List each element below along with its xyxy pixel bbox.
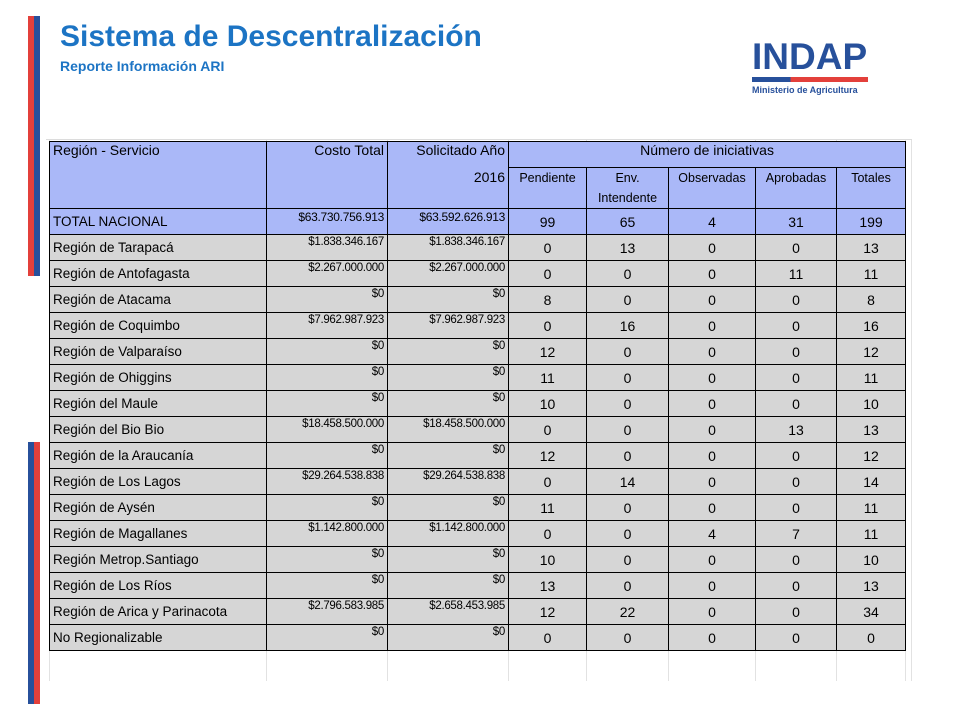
cell-solicitado: $0 [388, 365, 509, 391]
cell-region: Región del Maule [50, 391, 267, 417]
cell-env-intendente: 0 [587, 573, 669, 599]
cell-aprobadas: 0 [756, 365, 837, 391]
header-region: Región - Servicio [50, 142, 267, 209]
cell-costo-total: $0 [267, 547, 388, 573]
cell-totales: 0 [837, 625, 906, 651]
cell-region: Región del Bio Bio [50, 417, 267, 443]
header-env-line1: Env. [615, 171, 640, 185]
cell-region: Región de Los Ríos [50, 573, 267, 599]
cell-env-intendente: 22 [587, 599, 669, 625]
cell-solicitado: $0 [388, 339, 509, 365]
cell-region: Región de Coquimbo [50, 313, 267, 339]
cell-region: Región de Magallanes [50, 521, 267, 547]
cell-costo-total: $1.838.346.167 [267, 235, 388, 261]
cell-observadas: 0 [669, 443, 756, 469]
cell-totales: 10 [837, 547, 906, 573]
cell-env-intendente: 0 [587, 495, 669, 521]
cell-totales: 11 [837, 521, 906, 547]
cell-totales: 11 [837, 365, 906, 391]
table-row [50, 313, 906, 339]
cell-totales: 11 [837, 495, 906, 521]
cell-aprobadas: 0 [756, 599, 837, 625]
cell-env-intendente: 0 [587, 521, 669, 547]
cell-observadas: 0 [669, 391, 756, 417]
table-row [50, 573, 906, 599]
cell-region: Región de Tarapacá [50, 235, 267, 261]
cell-observadas: 4 [669, 521, 756, 547]
table-row [50, 417, 906, 443]
cell-costo-total: $0 [267, 391, 388, 417]
cell-costo-total: $1.142.800.000 [267, 521, 388, 547]
header-solicitado [388, 142, 509, 209]
logo-wordmark: INDAP [752, 36, 868, 77]
cell-region: Región de Arica y Parinacota [50, 599, 267, 625]
cell-pendiente: 10 [509, 391, 587, 417]
cell-totales: 12 [837, 443, 906, 469]
header-env-intendente [587, 168, 669, 209]
table-row [50, 521, 906, 547]
cell-pendiente: 11 [509, 495, 587, 521]
cell-solicitado: $0 [388, 625, 509, 651]
cell-aprobadas: 0 [756, 391, 837, 417]
accent-bar-top [28, 16, 40, 276]
cell-region: Región Metrop.Santiago [50, 547, 267, 573]
cell-aprobadas: 11 [756, 261, 837, 287]
cell-region: Región de Ohiggins [50, 365, 267, 391]
cell-pendiente: 0 [509, 261, 587, 287]
cell-costo-total: $0 [267, 365, 388, 391]
cell-pendiente: 0 [509, 313, 587, 339]
cell-region: Región de Antofagasta [50, 261, 267, 287]
ari-report-table [49, 141, 906, 651]
cell-solicitado: $0 [388, 573, 509, 599]
table-row [50, 495, 906, 521]
cell-aprobadas: 31 [756, 209, 837, 235]
cell-solicitado: $1.838.346.167 [388, 235, 509, 261]
indap-logo [752, 36, 872, 102]
cell-env-intendente: 16 [587, 313, 669, 339]
page-title: Sistema de Descentralización [60, 20, 482, 53]
header-numero-iniciativas: Número de iniciativas [509, 142, 906, 168]
cell-observadas: 0 [669, 599, 756, 625]
cell-aprobadas: 0 [756, 625, 837, 651]
cell-solicitado: $0 [388, 443, 509, 469]
cell-pendiente: 0 [509, 235, 587, 261]
cell-region: No Regionalizable [50, 625, 267, 651]
cell-env-intendente: 13 [587, 235, 669, 261]
cell-pendiente: 0 [509, 417, 587, 443]
cell-aprobadas: 0 [756, 339, 837, 365]
table-row [50, 625, 906, 651]
grid-guide [911, 139, 912, 681]
page-subtitle: Reporte Información ARI [60, 58, 225, 74]
cell-aprobadas: 0 [756, 443, 837, 469]
cell-observadas: 0 [669, 625, 756, 651]
cell-observadas: 0 [669, 287, 756, 313]
cell-observadas: 0 [669, 235, 756, 261]
cell-totales: 12 [837, 339, 906, 365]
cell-env-intendente: 0 [587, 417, 669, 443]
cell-totales: 11 [837, 261, 906, 287]
cell-env-intendente: 0 [587, 391, 669, 417]
cell-solicitado: $7.962.987.923 [388, 313, 509, 339]
cell-totales: 13 [837, 235, 906, 261]
cell-aprobadas: 13 [756, 417, 837, 443]
header-solicitado-line1: Solicitado Año [416, 142, 505, 158]
cell-env-intendente: 0 [587, 339, 669, 365]
cell-totales: 13 [837, 417, 906, 443]
logo-stripe [752, 77, 868, 82]
cell-region: Región de la Araucanía [50, 443, 267, 469]
cell-solicitado: $29.264.538.838 [388, 469, 509, 495]
cell-solicitado: $63.592.626.913 [388, 209, 509, 235]
cell-pendiente: 12 [509, 443, 587, 469]
cell-aprobadas: 0 [756, 495, 837, 521]
cell-env-intendente: 0 [587, 287, 669, 313]
cell-costo-total: $0 [267, 443, 388, 469]
header-solicitado-line2: 2016 [473, 169, 505, 185]
cell-costo-total: $29.264.538.838 [267, 469, 388, 495]
cell-region: Región de Valparaíso [50, 339, 267, 365]
cell-observadas: 0 [669, 573, 756, 599]
grid-guide [46, 139, 912, 140]
cell-pendiente: 10 [509, 547, 587, 573]
cell-env-intendente: 0 [587, 261, 669, 287]
cell-totales: 10 [837, 391, 906, 417]
cell-region: TOTAL NACIONAL [50, 209, 267, 235]
cell-aprobadas: 0 [756, 235, 837, 261]
cell-aprobadas: 0 [756, 573, 837, 599]
table-row [50, 235, 906, 261]
cell-costo-total: $63.730.756.913 [267, 209, 388, 235]
cell-costo-total: $0 [267, 573, 388, 599]
table-row [50, 261, 906, 287]
report-table-area [46, 139, 912, 681]
cell-costo-total: $0 [267, 287, 388, 313]
header-costo-total: Costo Total [267, 142, 388, 209]
cell-solicitado: $0 [388, 495, 509, 521]
cell-region: Región de Aysén [50, 495, 267, 521]
cell-env-intendente: 0 [587, 365, 669, 391]
cell-solicitado: $0 [388, 547, 509, 573]
cell-costo-total: $2.267.000.000 [267, 261, 388, 287]
cell-env-intendente: 0 [587, 625, 669, 651]
cell-solicitado: $2.267.000.000 [388, 261, 509, 287]
table-body [50, 209, 906, 651]
cell-observadas: 0 [669, 339, 756, 365]
table-row [50, 365, 906, 391]
cell-pendiente: 13 [509, 573, 587, 599]
cell-pendiente: 99 [509, 209, 587, 235]
cell-totales: 13 [837, 573, 906, 599]
table-row [50, 469, 906, 495]
table-row [50, 287, 906, 313]
cell-aprobadas: 0 [756, 287, 837, 313]
cell-pendiente: 0 [509, 521, 587, 547]
cell-observadas: 0 [669, 547, 756, 573]
cell-pendiente: 0 [509, 625, 587, 651]
cell-totales: 199 [837, 209, 906, 235]
cell-env-intendente: 0 [587, 443, 669, 469]
total-row [50, 209, 906, 235]
cell-totales: 34 [837, 599, 906, 625]
header-observadas: Observadas [669, 168, 756, 209]
cell-solicitado: $2.658.453.985 [388, 599, 509, 625]
cell-pendiente: 0 [509, 469, 587, 495]
cell-totales: 8 [837, 287, 906, 313]
table-row [50, 547, 906, 573]
cell-observadas: 4 [669, 209, 756, 235]
cell-costo-total: $0 [267, 625, 388, 651]
cell-observadas: 0 [669, 365, 756, 391]
table-row [50, 599, 906, 625]
table-row [50, 339, 906, 365]
cell-aprobadas: 7 [756, 521, 837, 547]
cell-solicitado: $0 [388, 287, 509, 313]
cell-observadas: 0 [669, 417, 756, 443]
cell-region: Región de Los Lagos [50, 469, 267, 495]
header-aprobadas: Aprobadas [756, 168, 837, 209]
cell-aprobadas: 0 [756, 313, 837, 339]
cell-region: Región de Atacama [50, 287, 267, 313]
cell-costo-total: $18.458.500.000 [267, 417, 388, 443]
cell-costo-total: $2.796.583.985 [267, 599, 388, 625]
cell-pendiente: 8 [509, 287, 587, 313]
cell-aprobadas: 0 [756, 547, 837, 573]
table-row [50, 443, 906, 469]
cell-solicitado: $1.142.800.000 [388, 521, 509, 547]
accent-bar-bottom [28, 442, 40, 704]
cell-pendiente: 11 [509, 365, 587, 391]
cell-totales: 16 [837, 313, 906, 339]
cell-env-intendente: 0 [587, 547, 669, 573]
cell-observadas: 0 [669, 261, 756, 287]
cell-observadas: 0 [669, 313, 756, 339]
cell-totales: 14 [837, 469, 906, 495]
cell-solicitado: $0 [388, 391, 509, 417]
cell-solicitado: $18.458.500.000 [388, 417, 509, 443]
header-pendiente: Pendiente [509, 168, 587, 209]
cell-costo-total: $0 [267, 339, 388, 365]
table-row [50, 391, 906, 417]
logo-tagline: Ministerio de Agricultura [752, 85, 858, 95]
cell-costo-total: $0 [267, 495, 388, 521]
cell-costo-total: $7.962.987.923 [267, 313, 388, 339]
cell-observadas: 0 [669, 495, 756, 521]
cell-aprobadas: 0 [756, 469, 837, 495]
cell-pendiente: 12 [509, 339, 587, 365]
header-totales: Totales [837, 168, 906, 209]
cell-env-intendente: 65 [587, 209, 669, 235]
cell-env-intendente: 14 [587, 469, 669, 495]
header-env-line2: Intendente [597, 191, 658, 205]
cell-observadas: 0 [669, 469, 756, 495]
cell-pendiente: 12 [509, 599, 587, 625]
